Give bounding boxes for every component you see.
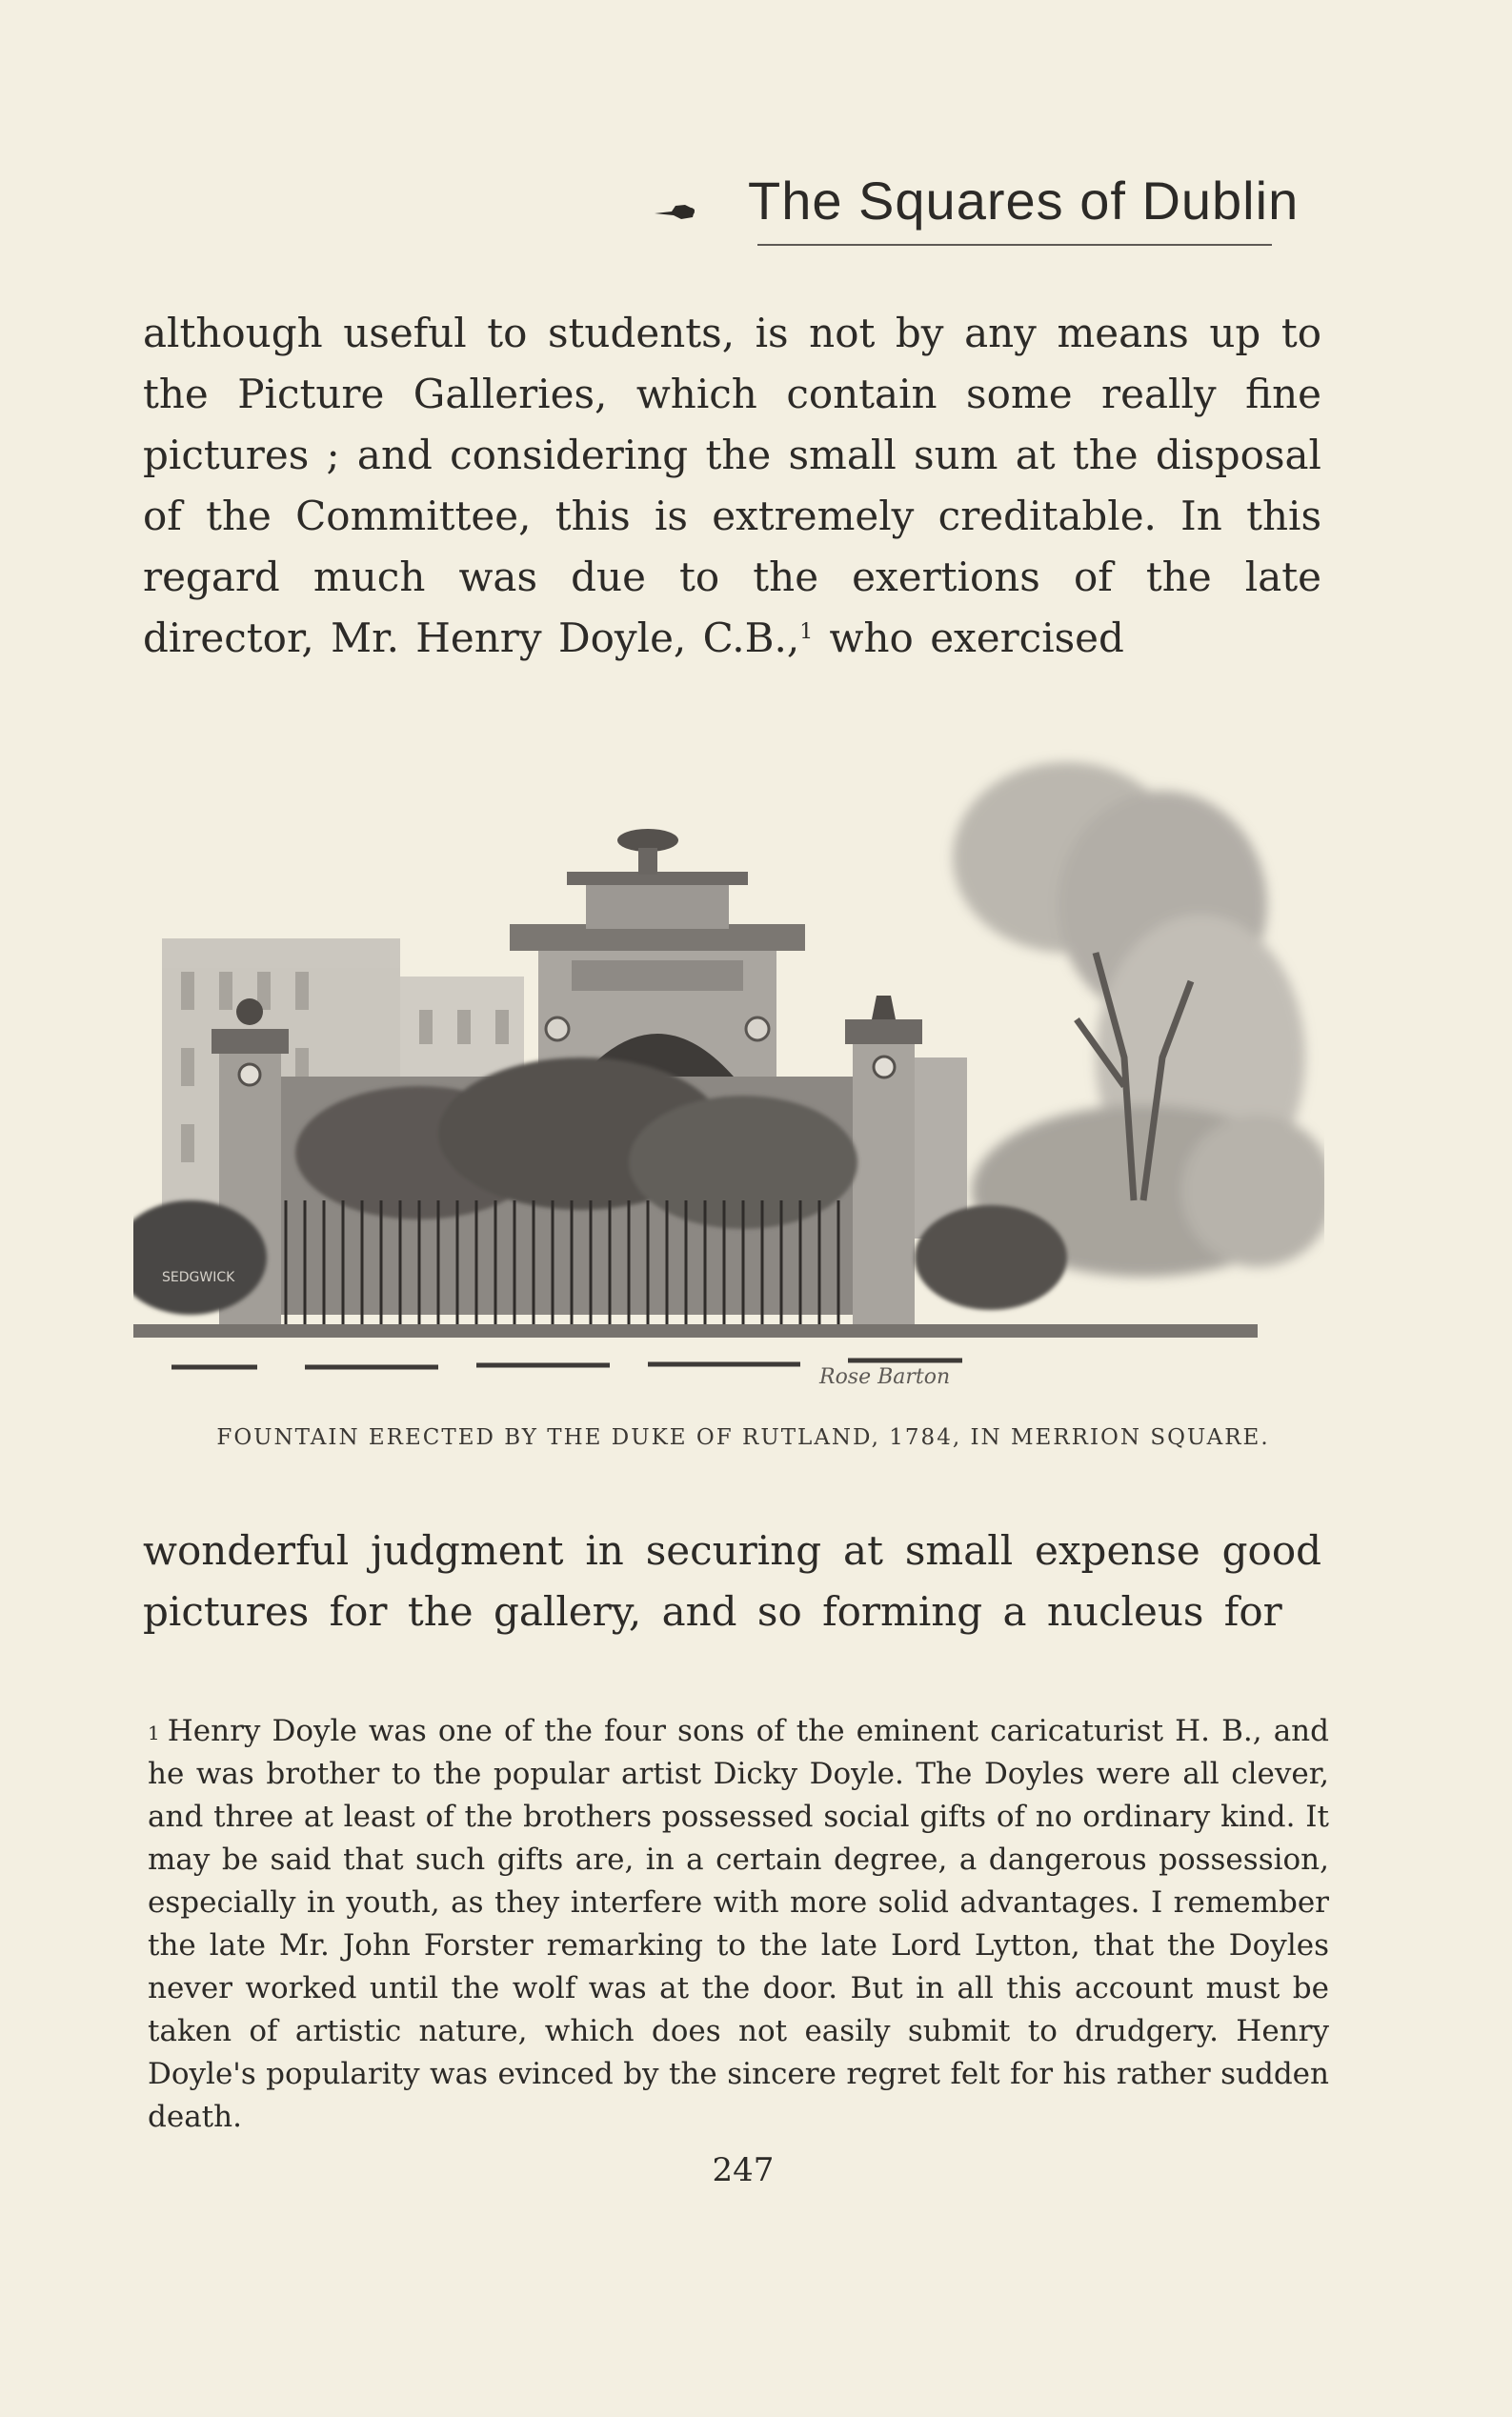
- body-text-after-ref: who exercised: [813, 614, 1124, 661]
- illustration-caption: FOUNTAIN ERECTED BY THE DUKE OF RUTLAND, 1784, IN MERRION SQUARE.: [216, 1425, 1270, 1450]
- footnote: [148, 1710, 1329, 2139]
- page-number: 247: [712, 2151, 775, 2189]
- engraver-mark: SEDGWICK: [162, 1270, 235, 1285]
- body-paragraph-top: [143, 303, 1321, 669]
- footnote-text: Henry Doyle was one of the four sons of the eminent caricaturist H. B., and he was brother to the popular artist Dicky Doyle. The Doyles were all clever, and three at least of the brothers possessed social gifts of no ordinary kind. It may be said that such gifts are, in a certain degree, a dangerous possession, especially in youth, as they interfere with more solid advantages. I remember the late Mr. John Forster remarking to the late Lord Lytton, that the Doyles never worked until the wolf was at the door. But in all this account must be taken of artistic nature, which does not easily submit to drudgery. Henry Doyle's popularity was evinced by the sincere regret felt for his rather sudden death.: [148, 1714, 1329, 2134]
- central-gate-structure: [510, 829, 805, 1077]
- page-header: [653, 160, 1320, 255]
- footnote-mark: 1: [148, 1722, 160, 1744]
- header-rule: [757, 244, 1272, 246]
- footnote-reference: 1: [799, 620, 814, 644]
- artist-signature: Rose Barton: [819, 1365, 951, 1389]
- tree-wash: [953, 762, 1324, 1277]
- body-text-before-ref: although useful to students, is not by any means up to the Picture Galleries, which contain some really fine pictures ; and considering the small sum at the disposal of the Committee, this is extremely creditable. In this regard much was due to the exertions of the late director, Mr. Henry Doyle, C.B.,: [143, 310, 1321, 661]
- pointing-hand-ornament-icon: [653, 196, 700, 225]
- merrion-square-gateway-illustration: [133, 743, 1324, 1391]
- body-paragraph-bottom: wonderful judgment in securing at small expense good pictures for the gallery, and so forming a nucleus for: [143, 1527, 1321, 1635]
- running-title: The Squares of Dublin: [748, 171, 1300, 231]
- ground: [133, 1324, 1258, 1367]
